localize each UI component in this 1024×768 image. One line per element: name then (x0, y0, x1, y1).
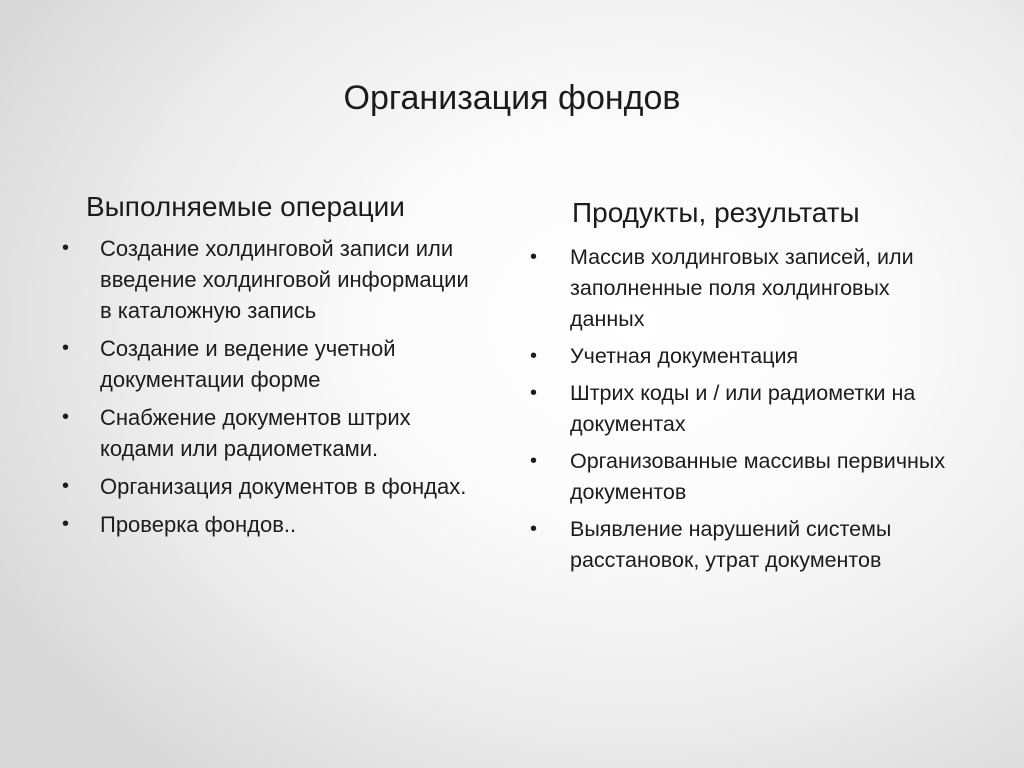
right-bullet-list (530, 242, 970, 576)
bullet-icon: • (530, 246, 538, 268)
list-item-text: Массив холдинговых записей, или заполненные поля холдинговых данных (570, 245, 914, 331)
right-column (530, 194, 970, 582)
list-item-text: Организация документов в фондах. (100, 474, 467, 499)
list-item (530, 514, 970, 576)
list-item (62, 333, 482, 395)
list-item (62, 509, 482, 540)
right-column-heading: Продукты, результаты (572, 197, 860, 228)
bullet-icon: • (62, 513, 70, 535)
bullet-icon: • (62, 337, 70, 359)
bullet-icon: • (530, 518, 538, 540)
list-item (62, 233, 482, 326)
list-item-text: Учетная документация (570, 344, 799, 368)
list-item-text: Снабжение документов штрих кодами или радиометками. (100, 405, 411, 461)
list-item (530, 378, 970, 440)
left-column (62, 188, 482, 547)
list-item (530, 446, 970, 508)
list-item (62, 402, 482, 464)
left-bullet-list (62, 233, 482, 540)
left-column-heading: Выполняемые операции (86, 191, 405, 222)
slide-title: Организация фондов (343, 79, 681, 117)
list-item-text: Организованные массивы первичных документов (570, 449, 946, 504)
list-item (530, 341, 970, 372)
list-item (62, 471, 482, 502)
bullet-icon: • (62, 406, 70, 428)
bullet-icon: • (62, 475, 70, 497)
list-item-text: Создание и ведение учетной документации форме (100, 336, 396, 392)
list-item-text: Проверка фондов.. (100, 512, 297, 537)
list-item-text: Создание холдинговой записи или введение холдинговой информации в каталожную запись (100, 236, 469, 323)
list-item (530, 242, 970, 335)
list-item-text: Штрих коды и / или радиометки на документах (570, 381, 916, 436)
bullet-icon: • (530, 382, 538, 404)
list-item-text: Выявление нарушений системы расстановок, утрат документов (570, 517, 892, 572)
bullet-icon: • (530, 345, 538, 367)
bullet-icon: • (530, 450, 538, 472)
bullet-icon: • (62, 237, 70, 259)
